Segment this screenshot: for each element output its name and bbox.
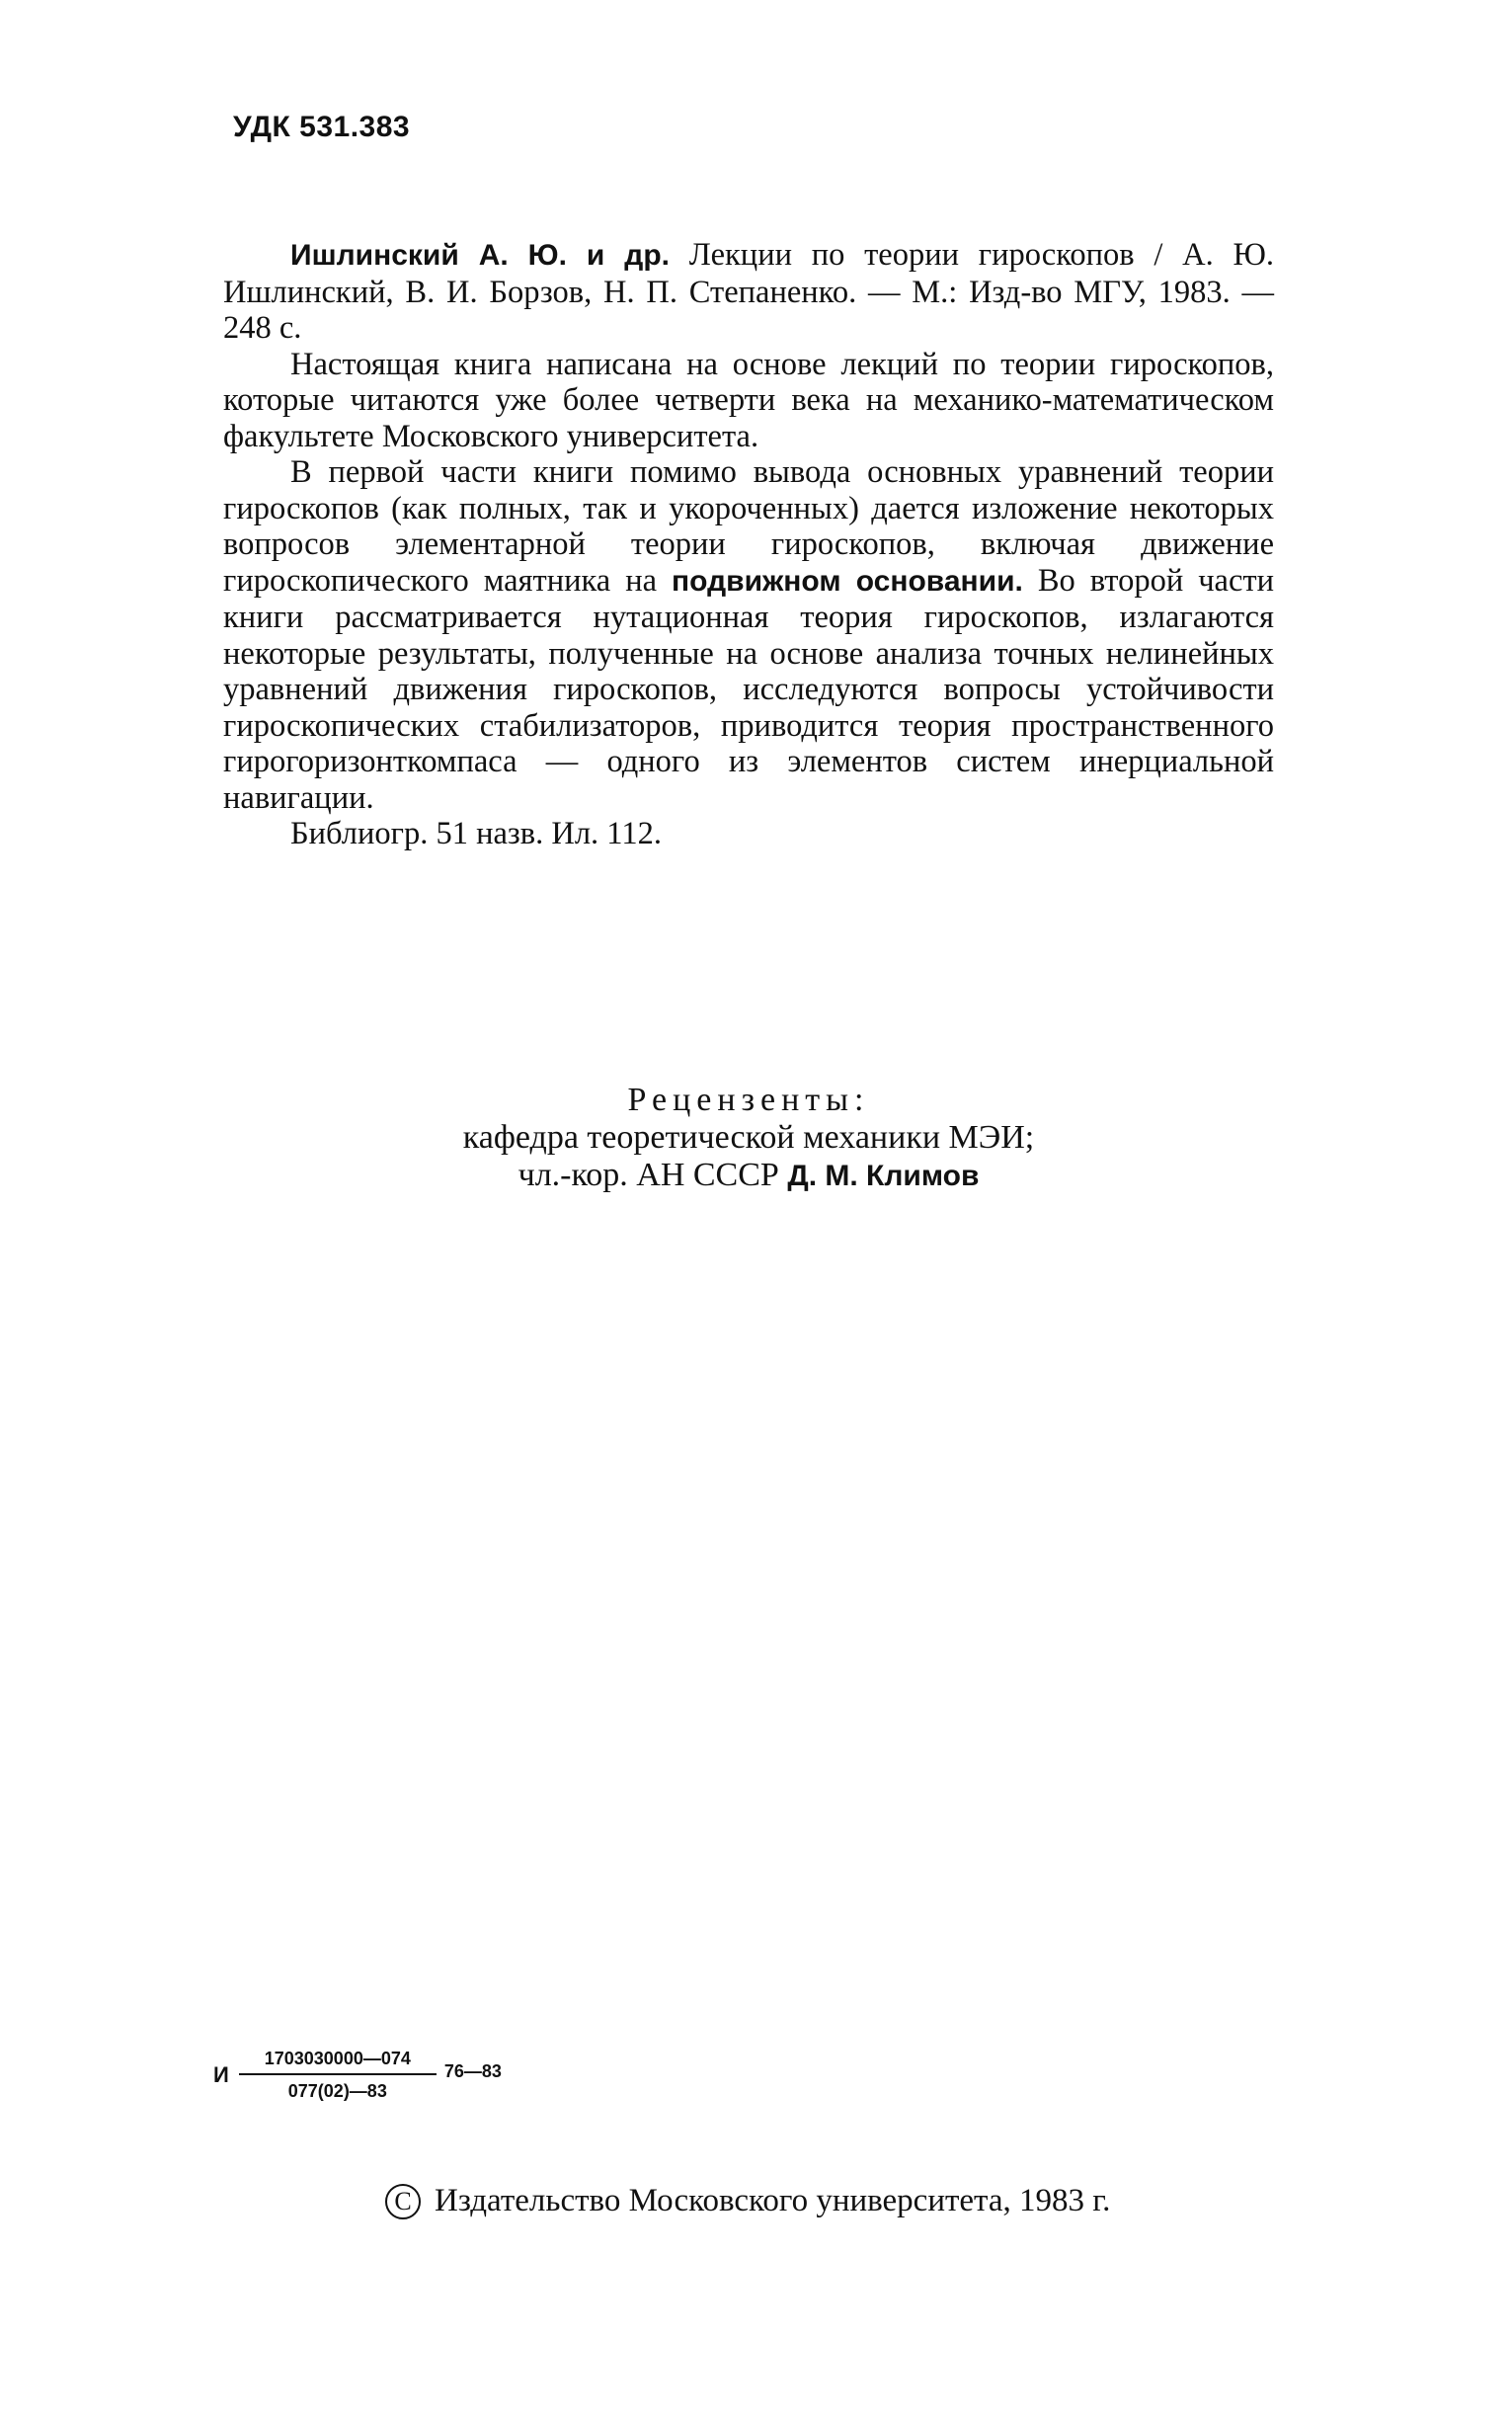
catalog-denominator: 077(02)—83 — [287, 2081, 387, 2101]
bibliographic-abstract — [223, 237, 1274, 852]
citation: Лекции по теории гироскопов / А. Ю. Ишлинский, В. И. Борзов, Н. П. Степаненко. — М.: Изд-во МГУ, 1983. — 248 с. — [223, 237, 1274, 346]
copyright-text: Издательство Московского университета, 1983 г. — [435, 2183, 1111, 2218]
udk-code: УДК 531.383 — [233, 111, 411, 143]
catalog-letter: И — [213, 2062, 229, 2087]
catalog-suffix: 76—83 — [443, 2060, 502, 2081]
catalog-numerator: 1703030000—074 — [264, 2049, 411, 2068]
reviewer-line-2-prefix: чл.-кор. АН СССР — [517, 1157, 788, 1193]
reviewers-block — [223, 1082, 1274, 1195]
abstract-paragraph-2-bold: подвижном основании. — [672, 564, 1023, 598]
authors: Ишлинский А. Ю. и др. — [290, 239, 671, 272]
copyright-icon: C — [385, 2184, 421, 2219]
catalog-fraction — [239, 2049, 437, 2102]
catalog-code — [213, 2049, 502, 2102]
citation-paragraph — [223, 237, 1274, 347]
reviewers-title: Рецензенты: — [627, 1082, 870, 1118]
bibliography-note: Библиогр. 51 назв. Ил. 112. — [290, 816, 662, 851]
abstract-paragraph-2-end: Во второй части книги рассматривается нутационная теория гироскопов, излагаются некоторые результаты, полученные на основе анализа точных нелинейных уравнений движения гироскопов, исследуются вопросы устойчивости гироскопических стабилизаторов, приводится теория пространственного гирогоризонткомпаса — одного из элементов систем инерциальной навигации. — [223, 562, 1275, 816]
abstract-paragraph-2 — [223, 454, 1274, 816]
reviewer-name: Д. М. Климов — [787, 1160, 980, 1192]
copyright-line — [385, 2183, 1110, 2219]
abstract-paragraph-2-start: В первой части книги помимо вывода основных уравнений теории гироскопов (как полных, так и укороченных) дается изложение некоторых вопросов элементарной теории гироскопов, включая движение гироскопического маятника на — [223, 454, 1274, 599]
reviewer-line-1: кафедра теоретической механики МЭИ; — [462, 1119, 1035, 1156]
abstract-paragraph-1: Настоящая книга написана на основе лекций по теории гироскопов, которые читаются уже более четверти века на механико-математическом факультете Московского университета. — [223, 346, 1274, 454]
reviewer-line-2 — [223, 1157, 1274, 1195]
